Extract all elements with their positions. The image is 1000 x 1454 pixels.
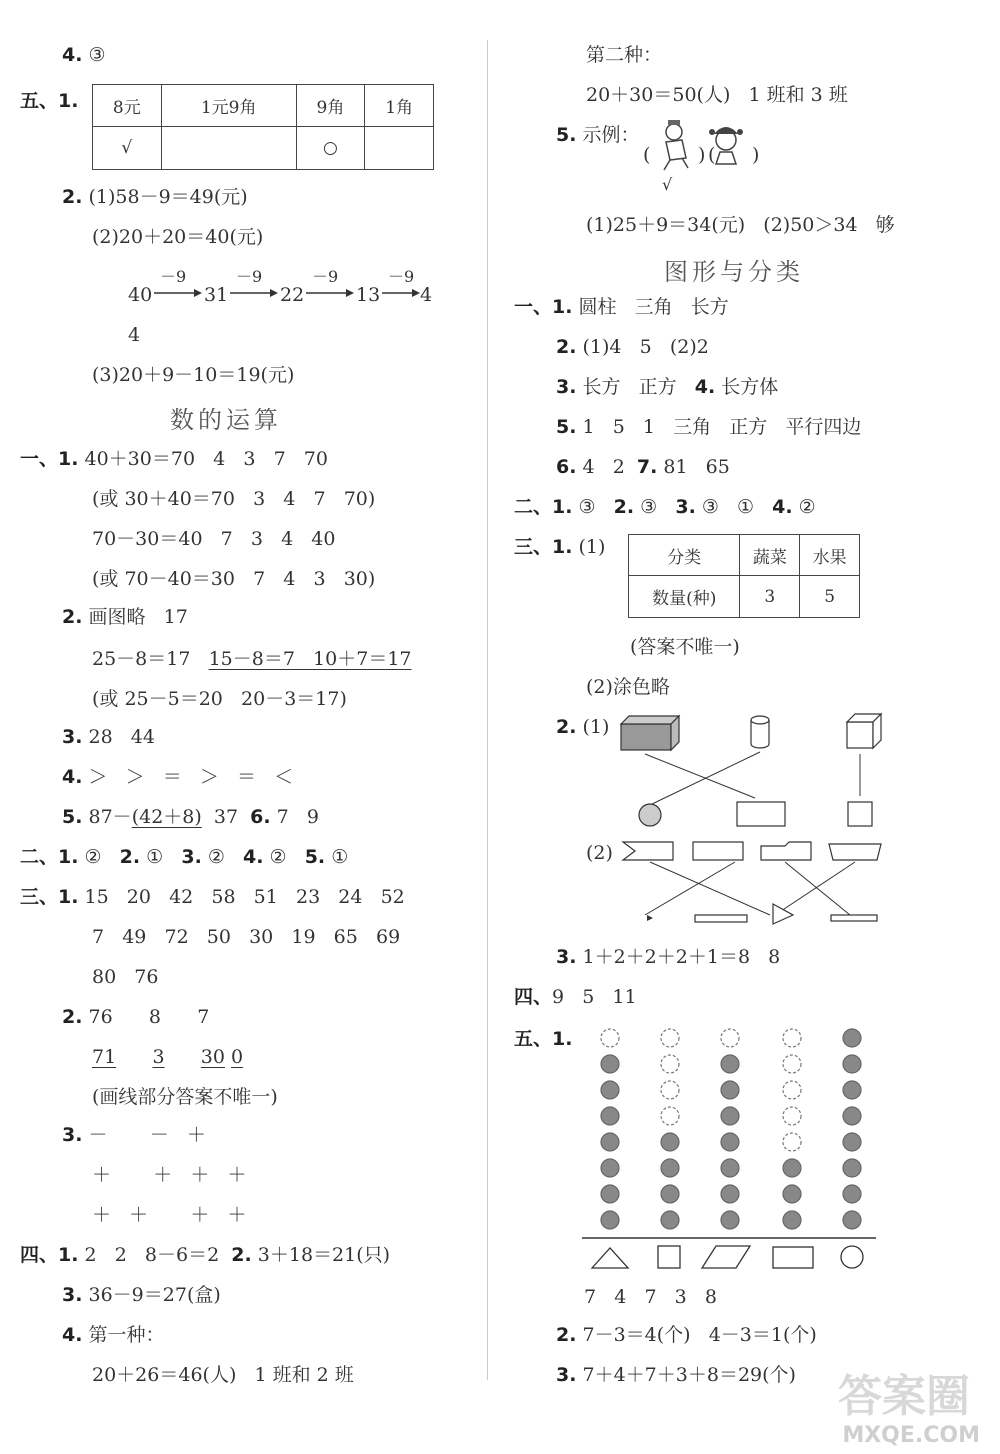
t-wu3: 3. 7＋4＋7＋3＋8＝29(个): [556, 1364, 796, 1386]
filled-dot: [601, 1159, 619, 1177]
filled-dot: [843, 1081, 861, 1099]
san-2c: (画线部分答案不唯一): [92, 1086, 278, 1108]
ruler-object-icon: [693, 842, 743, 860]
san-3b: ＋ ＋ ＋ ＋: [92, 1164, 247, 1186]
classification-table: [628, 534, 860, 618]
parallelogram-icon: [702, 1246, 750, 1268]
triangle-outline-icon: [773, 904, 793, 924]
flat-rectangle-icon: [695, 915, 747, 922]
t-san3: 3. 1＋2＋2＋2＋1＝8 8: [556, 946, 781, 968]
r-3: 5. 示例：: [556, 124, 640, 146]
empty-dot: [783, 1029, 801, 1047]
filled-dot: [661, 1185, 679, 1203]
yi-5: 5. 87－(42＋8) 37 6. 7 9: [62, 806, 319, 828]
watermark-logo: 答案圈: [838, 1371, 970, 1422]
t-si: 四、9 5 11: [514, 986, 637, 1008]
yi-4: 4. ＞ ＞ ＝ ＞ ＝ ＜: [62, 766, 294, 788]
t-wu2: 2. 7－3＝4(个) 4－3＝1(个): [556, 1324, 817, 1346]
filled-dot: [721, 1107, 739, 1125]
rectangle-shape-icon: [737, 802, 785, 826]
empty-dot: [661, 1081, 679, 1099]
filled-dot: [783, 1159, 801, 1177]
t-6: 6. 4 2 7. 81 65: [556, 456, 730, 478]
empty-dot: [661, 1107, 679, 1125]
t-san2b: (2): [586, 842, 613, 864]
price-mark: [161, 127, 296, 170]
san-2b: 71 3 30 0: [92, 1046, 244, 1068]
price-header: 8元: [93, 85, 162, 127]
filled-dot: [601, 1107, 619, 1125]
pencil-box-icon: [761, 842, 811, 860]
shape-matching-diagram: [615, 710, 895, 935]
tray-object-icon: [829, 844, 881, 860]
r-3-paren: (: [708, 144, 716, 166]
square-icon: [658, 1246, 680, 1268]
chain-start: 40: [128, 284, 153, 306]
t-1: 一、1. 圆柱 三角 长方: [514, 296, 729, 318]
class-cell: 5: [800, 576, 860, 618]
chain-value: 4: [420, 284, 433, 306]
si-3: 3. 36－9＝27(盒): [62, 1284, 221, 1306]
chain-arrow: [306, 289, 354, 297]
yi-1d: (或 70－40＝30 7 4 3 30): [92, 568, 376, 590]
filled-dot: [721, 1159, 739, 1177]
t-er: 二、1. ③ 2. ③ 3. ③ ① 4. ②: [514, 496, 816, 518]
chain-value: 22: [280, 284, 305, 306]
price-header: 1角: [365, 85, 434, 127]
class-header: 水果: [800, 535, 860, 576]
yi-1: 一、1. 40＋30＝70 4 3 7 70: [20, 448, 328, 470]
left-four: 4: [128, 324, 141, 346]
filled-dot: [601, 1211, 619, 1229]
watermark-url: MXQE.COM: [842, 1423, 980, 1448]
filled-dot: [783, 1185, 801, 1203]
si-4: 4. 第一种：: [62, 1324, 165, 1346]
circle-shape-icon: [639, 804, 661, 826]
price-header: 1元9角: [161, 85, 296, 127]
class-cell: 数量(种): [629, 576, 740, 618]
column-divider: [487, 40, 488, 1380]
t-wu-label: 五、1.: [514, 1028, 573, 1050]
heading-shapes-classification: 图形与分类: [664, 258, 804, 286]
filled-dot: [661, 1211, 679, 1229]
price-mark: √: [93, 127, 162, 170]
filled-dot: [721, 1055, 739, 1073]
filled-dot: [721, 1081, 739, 1099]
empty-dot: [783, 1107, 801, 1125]
t-color: (2)涂色略: [586, 676, 670, 698]
chain-value: 31: [204, 284, 229, 306]
empty-dot: [783, 1133, 801, 1151]
yi-1b: (或 30＋40＝70 3 4 7 70): [92, 488, 376, 510]
filled-dot: [843, 1133, 861, 1151]
t-5: 5. 1 5 1 三角 正方 平行四边: [556, 416, 862, 438]
chain-step: －9: [236, 267, 263, 286]
t-note: (答案不唯一): [630, 636, 740, 658]
filled-dot: [661, 1133, 679, 1151]
chain-step: －9: [312, 267, 339, 286]
filled-dot: [601, 1185, 619, 1203]
r-4: (1)25＋9＝34(元) (2)50＞34 够: [586, 214, 895, 236]
san-3: 3. － － ＋: [62, 1124, 206, 1146]
r-3-paren: ): [698, 144, 706, 166]
price-header: 9角: [296, 85, 365, 127]
square-shape-icon: [848, 802, 872, 826]
cylinder-icon: [751, 716, 769, 748]
chain-step: －9: [160, 267, 187, 286]
empty-dot: [601, 1029, 619, 1047]
shape-count-chart: [580, 1020, 880, 1280]
san-1: 三、1. 15 20 42 58 51 23 24 52: [20, 886, 405, 908]
filled-dot: [843, 1107, 861, 1125]
price-table: [92, 84, 434, 170]
t-san2: 2. (1): [556, 716, 610, 738]
filled-dot: [661, 1159, 679, 1177]
empty-dot: [783, 1055, 801, 1073]
heading-number-operations: 数的运算: [170, 406, 282, 434]
chain-arrow: [230, 289, 278, 297]
filled-dot: [601, 1081, 619, 1099]
section-5-q1-label: 五、1.: [20, 90, 79, 112]
r-3-paren: ): [752, 144, 760, 166]
si-1: 四、1. 2 2 8－6＝2 2. 3＋18＝21(只): [20, 1244, 391, 1266]
filled-dot: [721, 1185, 739, 1203]
count-row: 7 4 7 3 8: [584, 1286, 717, 1308]
chain-arrow: [154, 289, 202, 297]
price-mark: ○: [296, 127, 365, 170]
filled-dot: [843, 1029, 861, 1047]
filled-dot: [843, 1055, 861, 1073]
chain-arrow: [382, 289, 420, 297]
empty-dot: [661, 1029, 679, 1047]
r-3-paren: (: [643, 144, 651, 166]
thin-rectangle-icon: [831, 915, 877, 921]
filled-dot: [843, 1211, 861, 1229]
r-1: 第二种：: [586, 44, 663, 66]
class-header: 分类: [629, 535, 740, 576]
san-3c: ＋ ＋ ＋ ＋: [92, 1204, 247, 1226]
t-2: 2. (1)4 5 (2)2: [556, 336, 709, 358]
chain-step: －9: [388, 267, 415, 286]
point-mark-icon: [647, 915, 653, 921]
filled-dot: [721, 1211, 739, 1229]
triangle-icon: [592, 1248, 628, 1268]
left-wu2c: (3)20＋9－10＝19(元): [92, 364, 295, 386]
filled-dot: [601, 1055, 619, 1073]
left-wu2b: (2)20＋20＝40(元): [92, 226, 264, 248]
empty-dot: [661, 1055, 679, 1073]
circle-icon: [841, 1246, 863, 1268]
filled-dot: [843, 1185, 861, 1203]
girl-figure-icon: [709, 127, 743, 164]
empty-dot: [783, 1081, 801, 1099]
si-4b: 20＋26＝46(人) 1 班和 2 班: [92, 1364, 354, 1386]
san-1b: 7 49 72 50 30 19 65 69: [92, 926, 401, 948]
filled-dot: [721, 1133, 739, 1151]
left-q4: 4. ③: [62, 44, 106, 66]
class-cell: 3: [740, 576, 800, 618]
yi-3: 3. 28 44: [62, 726, 155, 748]
filled-dot: [843, 1159, 861, 1177]
filled-dot: [783, 1211, 801, 1229]
er-row: 二、1. ② 2. ① 3. ② 4. ② 5. ①: [20, 846, 349, 868]
yi-2: 2. 画图略 17: [62, 606, 188, 628]
selection-check: √: [662, 175, 673, 194]
san-2: 2. 76 8 7: [62, 1006, 210, 1028]
empty-dot: [721, 1029, 739, 1047]
yi-2b: 25－8＝17 15－8＝7 10＋7＝17: [92, 648, 412, 670]
t-3: 3. 长方 正方 4. 长方体: [556, 376, 779, 398]
yi-1c: 70－30＝40 7 3 4 40: [92, 528, 336, 550]
class-header: 蔬菜: [740, 535, 800, 576]
yi-2c: (或 25－5＝20 20－3＝17): [92, 688, 347, 710]
rectangle-icon: [773, 1247, 813, 1268]
price-mark: [365, 127, 434, 170]
flag-object-icon: [623, 842, 673, 860]
left-wu2a: 2. (1)58－9＝49(元): [62, 186, 248, 208]
t-san: 三、1. (1): [514, 536, 606, 558]
san-1c: 80 76: [92, 966, 159, 988]
chain-value: 13: [356, 284, 381, 306]
cuboid-shaded-icon: [621, 716, 679, 750]
r-2: 20＋30＝50(人) 1 班和 3 班: [586, 84, 848, 106]
kids-illustration: [650, 118, 760, 176]
filled-dot: [601, 1133, 619, 1151]
boy-figure-icon: [664, 120, 688, 170]
cube-icon: [847, 714, 881, 748]
